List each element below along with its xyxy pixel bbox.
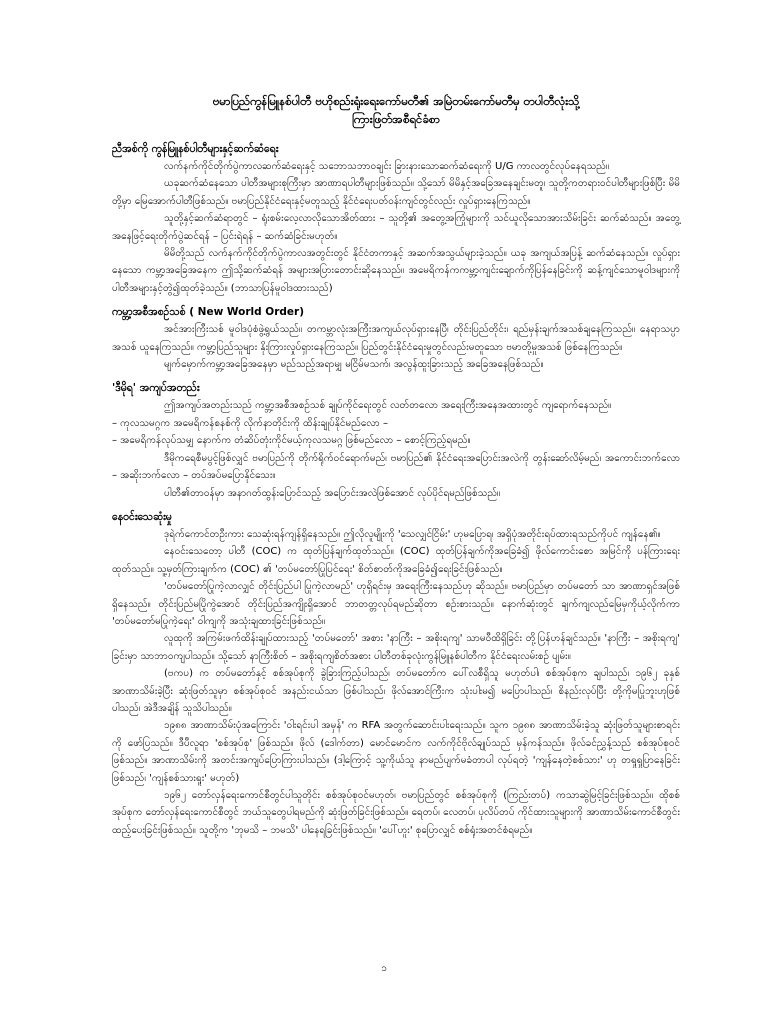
paragraph: အင်အားကြီးသစ် မူဝါဒပုံစံဖွဲ့ရွယ်သည်။ တကမ္ဘာလုံးအကြီးအကျယ်လုပ်ရှားနေပြီ၊ တိုင်းပြည်တိုင်း၊ ရည်မှန်းချက်အသစ်ချနေကြသည်။ နေရာသပ္ပာအသစ် ယူနေကြသည်။ ကမ္ဘာ့ပြည်သူများ နိုးကြားလှုပ်ရှားနေကြသည်။ ပြည်တွင်းနိုင်ငံရေးမှုတွင်လည်းမတူသော ဗမာတို့မှုအသစ် ဖြစ်နေကြသည်။ [112, 324, 680, 353]
paragraph: ယခုဆက်ဆံနေသော ပါတီအများစုကြီးမှာ အာဏာရပါတီများဖြစ်သည်။ သို့သော် မိမိနှင့်အခြေအနေချင်းမတူ၊ သူတို့ကတရားဝင်ပါတီများဖြစ်ပြီး မိမိတို့မှာ မြေအောက်ပါတီဖြစ်သည်။ ဗမာပြည်နိုင်ငံရေးနှင့်မတူသည့် နိုင်ငံရေးပတ်ဝန်းကျင်တွင်လည်း လှုပ်ရှားနေကြသည်။ [112, 178, 680, 207]
paragraph: ဒုရဲက်ကောင်တဦးကား သေဆုံးရန်ကျန်ရှိနေသည်။ ဤလိုလူမျိုးကို 'သေလျှင်ငြိမ်း' ဟုမပြောရ၊ အရှိပုံအတိုင်းရပ်ထားရသည်ကိုပင် ကျန်နေ၏။ [164, 528, 661, 540]
page-number: ၁ [381, 963, 387, 974]
paragraph: ၁၉၆၂ တော်လှန်ရေးကောင်စီတွင်ပါသူတိုင်း စစ်အုပ်စုဝင်မဟုတ်၊ ဗမာပြည်တွင် စစ်အုပ်စုကို (ကြည်းတပ်) ကသာဆွဲမြင့်ခြင်းဖြစ်သည်။ ထိုစစ်အုပ်စုက တော်လှန်ရေးကောင်စီတွင် ဘယ်သူတွေပါရမည်ကို ဆုံးဖြတ်ခြင်းဖြစ်သည်။ ရေတပ်၊ လေတပ်၊ ပုလိပ်တပ် ကိုင်ထားသူများကို အာဏာသိမ်းကောင်စီတွင်း ထည့်ပေးခြင်းဖြစ်သည်။ သူတို့က 'ဘုမသိ – ဘမသိ' ပါနေရခြင်းဖြစ်သည်။ 'ပေါ်ဟူး' စုပြောလျှင် စစ်ရုံးအတင်စံရမည်။ [112, 790, 680, 836]
paragraph: လူထုကို အကြမ်းဖက်ထိန်းချုပ်ထားသည့် 'တပ်မတော်' အစား 'နာကြီး – အစိုးရကျ' သာမဝီထိရှိခြင်း တို့ပြန်ဟန်ချင်သည်။ 'နာကြီး – အစိုးရကျ' ခြင်းမှာ သာဘာဝကျပါသည်။ သို့သော် နာကြီးစိတ် – အစိုးရကျစိတ်အစား ပါတီတစ်ခုလုံးကွန်မြူနစ်ပါတီက နိုင်ငံရေးလမ်းစဉ် ပျမ်း။ [112, 633, 680, 662]
paragraph: ပါတီ၏တာဝန်မှာ အနာဂတ်ထွန်းပြောင်သည့် အပြောင်းအလဲဖြစ်အောင် လုပ်ပိုင်ရမည်ဖြစ်သည်။ [164, 487, 501, 499]
section-heading: ညီအစ်ကို ကွန်မြူနစ်ပါတီများနှင့်ဆက်ဆံရေး [112, 143, 279, 155]
paragraph: ၁၉၈၈ အာဏာသိမ်းပုံအကြောင်း 'ဝါးရင်းပါ အမှန်' က RFA အတွက်ဆောင်းပါးရေးသည်။ သူက ၁၉၈၈ အာဏာသိမ်းခဲ့သူ ဆုံးဖြတ်သူများစာရင်းကို ဖော်ပြသည်။ ဒီပီလူရာ 'စစ်အုပ်စု' ဖြစ်သည်။ ဖိုလ် (ဒေါက်တာ) မောင်မောင်က လက်ကိုင်ဗိုလ်ချုပ်သည် မှန်ကန်သည်။ ဖိုလ်ခင်ညွှန့်သည် စစ်အုပ်စုဝင်ဖြစ်သည်။ အာဏာသိမ်းကို အတင်းအကျပ်ပြောကြားပါသည်။ (ဒါ့ကြောင့် သူ့ကိုယ်သူ နာမည်ပျက်မခံတာပါ လုပ်ရတဲ့ 'ကျန်နေတဲ့စစ်သား' ဟု တရှုရှုပြာနေခြင်း ဖြစ်သည်၊ 'ကျန်စစ်သားရူး' မဟုတ်) [112, 720, 680, 784]
paragraph: သူတို့နှင့်ဆက်ဆံရာတွင် – ရုံးစမ်းလေ့လာလိုသောအိတ်ထား – သူတို့၏ အတွေ့အကြုံများကို သင်ယူလိုသောအားသိမ်းခြင်း ဆက်ဆံသည်။ အတွေ့အနေဖြင့်ရေးတိုက်ပွဲဆင်ရန် – ပြင်းရဲရန် – ဆက်ဆံခြင်းမဟုတ်။ [112, 213, 680, 242]
section-heading: နေဝင်းသေဆုံးမှု [112, 510, 172, 523]
document-body [112, 140, 680, 839]
section-heading: 'ဒီမိုရ' အကျပ်အတည်း [112, 382, 200, 395]
paragraph: နေဝင်းသေတော့ ပါတီ (COC) က ထုတ်ပြန်ချက်ထုတ်သည်။ (COC) ထုတ်ပြန်ချက်ကိုအခြေခံ၍ ဖိုလ်ကောင်းစော အမြင်ကို ပန်ကြားရေးထုတ်သည်။ သူ့မှတ်ကြားချက်က (COC) ၏ 'တပ်မတော်ပြုပြင်ရေး' စိတ်စာတ်ကိုအခြေခံ၍ရေးခြင်းဖြစ်သည်။ [112, 546, 680, 575]
paragraph: (ဗကပ) က တပ်မတော်နှင့် စစ်အုပ်စုကို ခွဲခြားကြည့်ပါသည်၊ တပ်မတော်က ပေါ်လစီရှိသူ မဟုတ်ပါ၊ စစ်အုပ်စုက ချပါသည်၊ ၁၉၆၂ ခုနှစ် အာဏာသိမ်းခဲ့ပြီး ဆုံးဖြတ်သူမှာ စစ်အုပ်စုဝင် အနည်းငယ်သာ ဖြစ်ပါသည်၊ ဖိုလ်အောင်ကြီးက သုံးပါးမ၍ မပြောပါသည်၊ စိနည်းလုပ်ပြီး တို့ကိုမပြုဘူးဟုဖြစ်ပါသည်၊ အဲဒီအချိန် သူသိပါသည်။ [112, 668, 680, 714]
paragraph: မိမိတို့သည် လက်နက်ကိုင်တိုက်ပွဲကာလအတွင်းတွင် နိုင်ငံတကာနှင့် အဆက်အသွယ်များခဲ့သည်။ ယခု အကျယ်အပြန့် ဆက်ဆံနေသည်။ လှုပ်ရှားနေသော ကမ္ဘာ့အခြေအနေက ဤသို့ဆက်ဆံရန် အများအပြားတောင်းဆိုနေသည်။ အမေရိကန်ကကမ္ဘာ့ကျင်းချောက်ကိုပြန်နေခြင်းကို ဆန့်ကျင်သောမူဝါဒများကို ပါတီအများနှင့်တွဲ၍ထုတ်ခဲ့သည်။ (ဘာသာပြန်မူဝါဒထားသည်) [112, 248, 680, 294]
paragraph: လက်နက်ကိုင်တိုက်ပွဲကာလဆက်ဆံရေးနှင့် သဘောသဘာဝချင်း ခြားနားသောဆက်ဆံရေးကို U/G ကာလတွင်လုပ်နေရသည်။ [164, 161, 609, 172]
list-item: – ကုလသမဂ္ဂက အမေရိကန်စနစ်ကို လိုက်နာတိုင်းကို ထိန်းချုပ်နိုင်မည်လော – [112, 417, 388, 429]
section-heading: ကမ္ဘာ့အစီအစဉ်သစ် ( New World Order) [112, 306, 305, 319]
paragraph: ဤအကျပ်အတည်းသည် ကမ္ဘာ့အစီအစဉ်သစ် ချုပ်ကိုင်ရေးတွင် လတ်တလော အရေးကြီးအနေအထားတွင် ကျရောက်နေသည်။ [164, 400, 612, 412]
title-line-1: ဗမာပြည်ကွန်မြူနစ်ပါတီ ဗဟိုစည်းရုံးရေးကော်မတီ၏ အမြဲတမ်းကော်မတီမှ တပါတီလုံးသို့ [212, 94, 580, 108]
paragraph: မျက်မှောက်ကမ္ဘာ့အခြေအနေမှာ မည်သည့်အရာမျှ မငြိမ်မသက်၊ အလွန်ထူးခြားသည့် အခြေအနေဖြစ်သည်။ [164, 359, 544, 371]
paragraph: ဒီမိုကရေစီမပွင့်ဖြစ်လျှင် ဗမာပြည်ကို တိုက်ရိုက်ဝင်ရောက်မည်၊ ဗမာပြည်၏ နိုင်ငံရေးအပြောင်းအလဲကို တွန်းဆော်လိမ့်မည်၊ အကောင်းဘက်လော – အဆိုးဘက်လော – တပ်အပ်မပြောနိုင်သေး။ [112, 452, 680, 482]
document-title [112, 92, 680, 128]
title-line-2: ကြားဖြတ်အစီရင်ခံစာ [351, 112, 441, 126]
list-item: – အမေရိကန်လုပ်သမျှ နောက်က တံဆိပ်တုံးကိုင်မယ့်ကုလသမဂ္ဂ ဖြစ်မည်လော – စောင့်ကြည့်ရမည်။ [112, 435, 471, 447]
paragraph: 'တပ်မတော်ပြုကဲ့လာလျှင် တိုင်းပြည်ပါ ပြုကဲ့လာမည်' ဟုရှိရင်းမှ အရေးကြီးနေသည်ဟု ဆိုသည်။ ဗမာပြည်မှာ တပ်မတော် သာ အာဏာရှင်အဖြစ် ရှိနေသည်။ တိုင်းပြည်မပြိုကွဲအောင် တိုင်းပြည်အကျိုးရှိအောင် ဘာတတ္တလုပ်ရမည်ဆိုတာ စဉ်းစားသည်။ နောက်ဆုံးတွင် ချက်ကျလည်မြေမှကိုယ့်လိုက်ကာ 'တပ်မတော်မပြုကဲ့ရေး' ဝါကျကို အသုံးချထားခြင်းဖြစ်သည်။ [112, 581, 680, 627]
